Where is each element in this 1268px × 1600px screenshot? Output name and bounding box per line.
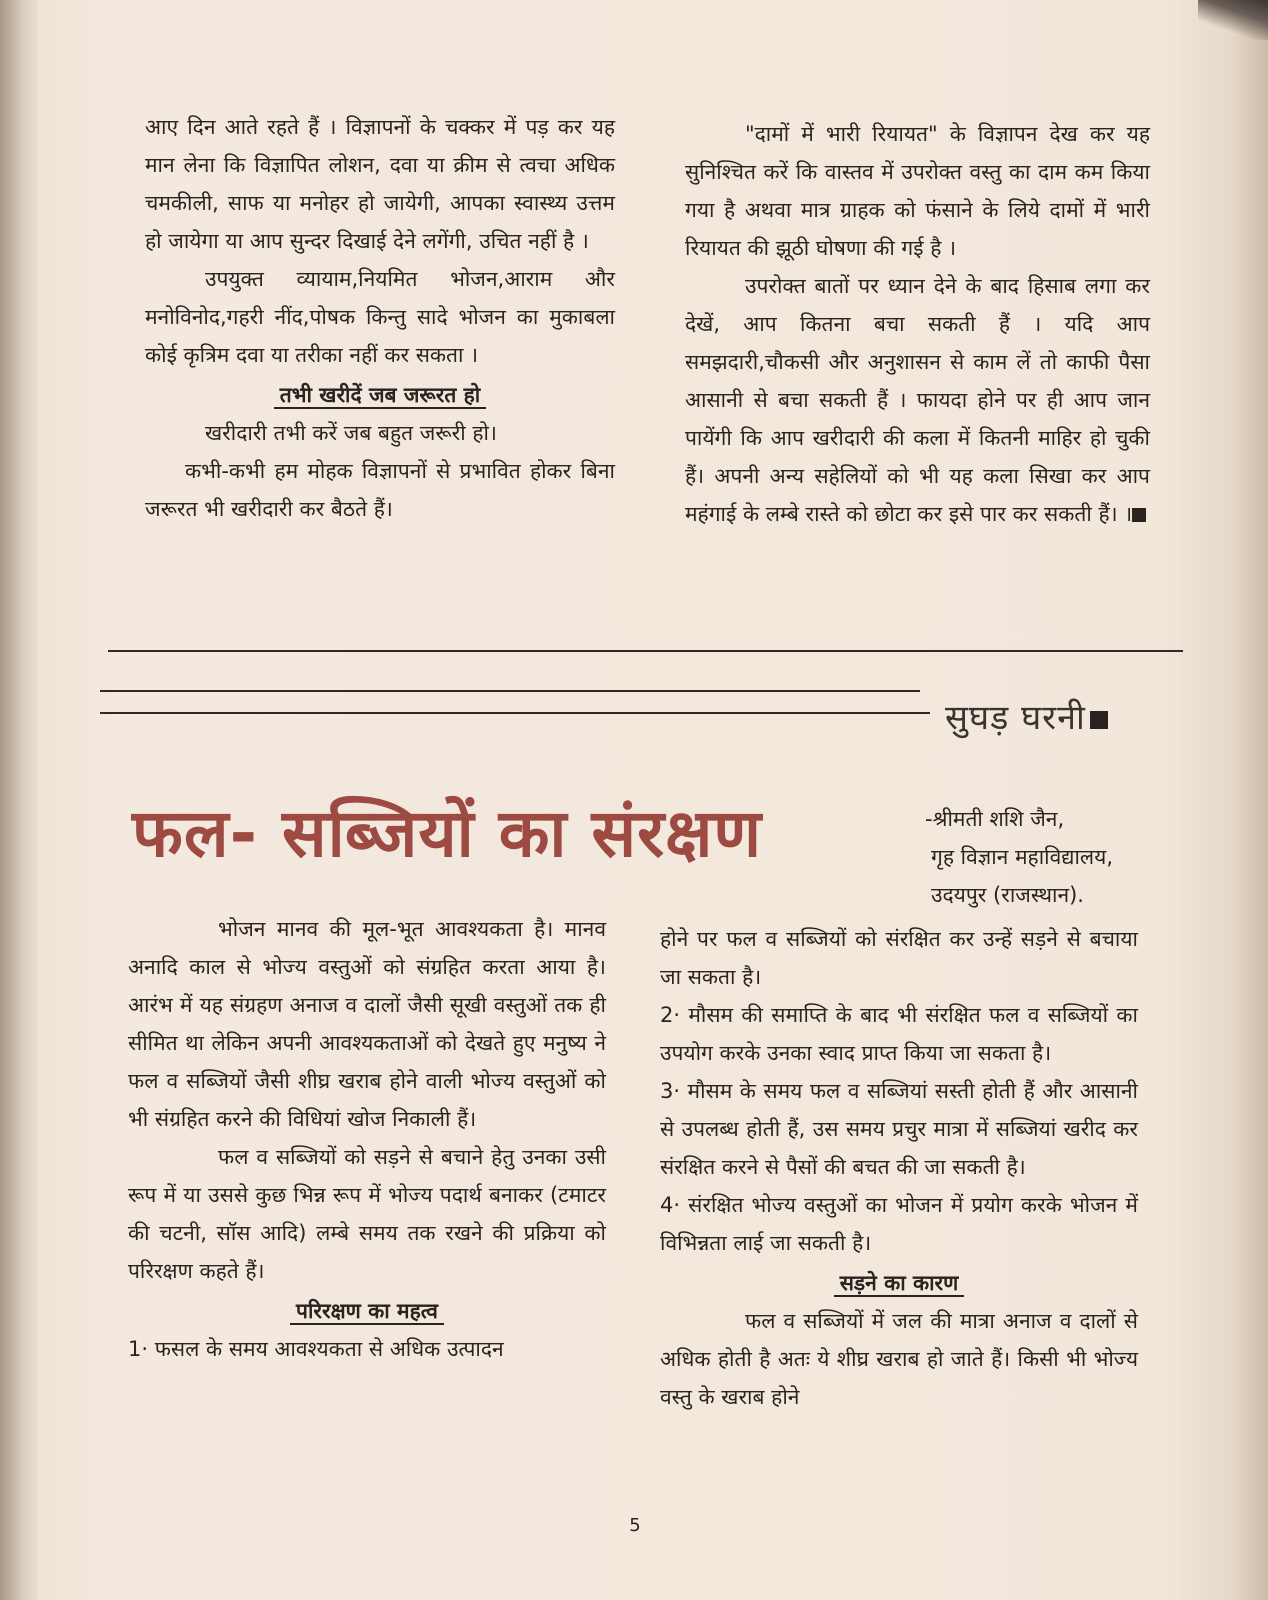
author-place: उदयपुर (राजस्थान).: [931, 883, 1084, 907]
bottom-left-para-2: फल व सब्जियों को सड़ने से बचाने हेतु उनका उसी रूप में या उससे कुछ भिन्न रूप में भोज्य पदार्थ बनाकर (टमाटर की चटनी, सॉस आदि) लम्बे समय तक रखने की प्रक्रिया को परिरक्षण कहते हैं।: [128, 1145, 606, 1283]
bottom-left-para-1: भोजन मानव की मूल-भूत आवश्यकता है। मानव अनादि काल से भोज्य वस्तुओं को संग्रहित करता आया है। आरंभ में यह संग्रहण अनाज व दालों जैसी सूखी वस्तुओं तक ही सीमित था लेकिन अपनी आवश्यकताओं को देखते हुए मनुष्य ने फल व सब्जियों जैसी शीघ्र खराब होने वाली भोज्य वस्तुओं को भी संग्रहित करने की विधियां खोज निकाली हैं।: [128, 917, 606, 1131]
top-left-heading: तभी खरीदें जब जरूरत हो: [145, 378, 615, 412]
page-number: 5: [629, 1515, 641, 1536]
bottom-right-para-3: 3· मौसम के समय फल व सब्जियां सस्ती होती हैं और आसानी से उपलब्ध होती हैं, उस समय प्रचुर मात्रा में सब्जियां खरीद कर संरक्षित करने से पैसों की बचत की जा सकती है।: [660, 1079, 1138, 1179]
bottom-right-para-4: 4· संरक्षित भोज्य वस्तुओं का भोजन में प्रयोग करके भोजन में विभिन्नता लाई जा सकती है।: [660, 1193, 1138, 1255]
author-block: [925, 800, 1175, 914]
top-left-para-4: कभी-कभी हम मोहक विज्ञापनों से प्रभावित होकर बिना जरूरत भी खरीदारी कर बैठते हैं।: [145, 459, 615, 521]
bottom-right-heading: सड़ने का कारण: [660, 1266, 1138, 1300]
end-square-icon: [1132, 508, 1146, 522]
top-left-column: [145, 108, 615, 528]
top-right-para-1: "दामों में भारी रियायत" के विज्ञापन देख कर यह सुनिश्चित करें कि वास्तव में उपरोक्त वस्तु का दाम कम किया गया है अथवा मात्र ग्राहक को फंसाने के लिये दामों में भारी रियायत की झूठी घोषणा की गई है ।: [685, 122, 1150, 260]
author-institution: गृह विज्ञान महाविद्यालय,: [931, 845, 1114, 869]
top-right-column: [685, 115, 1150, 533]
divider-rule-1: [108, 650, 1183, 652]
page-binding: [0, 0, 38, 1600]
author-name: -श्रीमती शशि जैन,: [925, 807, 1065, 831]
bottom-right-para-5: फल व सब्जियों में जल की मात्रा अनाज व दालों से अधिक होती है अतः ये शीघ्र खराब हो जाते हैं। किसी भी भोज्य वस्तु के खराब होने: [660, 1309, 1138, 1409]
top-right-para-2: उपरोक्त बातों पर ध्यान देने के बाद हिसाब लगा कर देखें, आप कितना बचा सकती हैं । यदि आप समझदारी,चौकसी और अनुशासन से काम लें तो काफी पैसा आसानी से बचा सकती हैं । फायदा होने पर ही आप जान पायेंगी कि आप खरीदारी की कला में कितनी माहिर हो चुकी हैं। अपनी अन्य सहेलियों को भी यह कला सिखा कर आप महंगाई के लम्बे रास्ते को छोटा कर इसे पार कर सकती हैं। ।: [685, 274, 1150, 526]
page-corner-shadow: [1198, 0, 1268, 40]
bottom-right-para-2: 2· मौसम की समाप्ति के बाद भी संरक्षित फल व सब्जियों का उपयोग करके उनका स्वाद प्राप्त किया जा सकता है।: [660, 1003, 1138, 1065]
divider-rule-3: [100, 712, 930, 714]
top-left-para-3: खरीदारी तभी करें जब बहुत जरूरी हो।: [205, 421, 497, 445]
top-left-para-1: आए दिन आते रहते हैं । विज्ञापनों के चक्कर में पड़ कर यह मान लेना कि विज्ञापित लोशन, दवा या क्रीम से त्वचा अधिक चमकीली, साफ या मनोहर हो जायेगी, आपका स्वास्थ्य उत्तम हो जायेगा या आप सुन्दर दिखाई देने लगेंगी, उचित नहीं है ।: [145, 115, 615, 253]
bottom-left-para-3: 1· फसल के समय आवश्यकता से अधिक उत्पादन: [128, 1337, 504, 1361]
bottom-left-heading: परिरक्षण का महत्व: [128, 1294, 606, 1328]
divider-rule-2: [100, 690, 920, 692]
banner-square-icon: [1090, 711, 1108, 729]
bottom-right-column: [660, 920, 1138, 1416]
top-left-para-2: उपयुक्त व्यायाम,नियमित भोजन,आराम और मनोविनोद,गहरी नींद,पोषक किन्तु सादे भोजन का मुकाबला कोई कृत्रिम दवा या तरीका नहीं कर सकता ।: [145, 267, 615, 367]
article-title: फल- सब्जियों का संरक्षण: [132, 795, 763, 872]
section-banner: सुघड़ घरनी: [945, 693, 1175, 737]
bottom-left-column: [128, 910, 606, 1368]
bottom-right-para-1: होने पर फल व सब्जियों को संरक्षित कर उन्हें सड़ने से बचाया जा सकता है।: [660, 927, 1138, 989]
